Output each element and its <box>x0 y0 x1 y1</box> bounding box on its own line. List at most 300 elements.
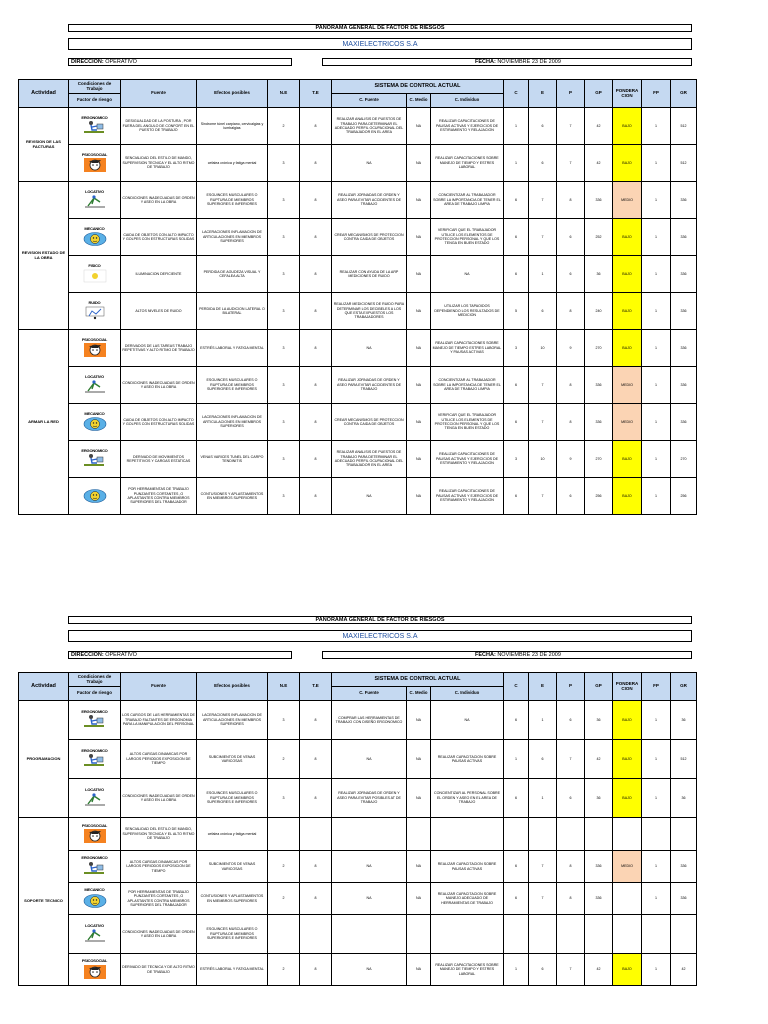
ne-cell: 2 <box>268 851 300 883</box>
fuente-cell: CONDICIONES INADECUADAS DE ORDEN Y ASEO EN LA OBRA <box>121 915 197 954</box>
control-fuente-cell: NA <box>332 145 407 182</box>
efectos-cell: LACERACIONES INFLAMACION DE ARTICULACIONES EN MIEMBROS SUPERIORES <box>197 219 268 256</box>
gp-cell: 336 <box>585 182 613 219</box>
ponderacion-cell <box>613 883 642 915</box>
table-row <box>19 108 697 145</box>
gp-cell: 270 <box>585 330 613 367</box>
te-cell <box>300 818 332 851</box>
ne-cell: 3 <box>268 256 300 293</box>
te-cell <box>300 915 332 954</box>
c-cell: 1 <box>504 145 529 182</box>
table-row <box>19 883 697 915</box>
control-individuo-cell: VERIFICAR QUE EL TRABAJADOR UTILICE LOS ELEMENTOS DE PROTECCION PERSONAL Y QUE LOS TENGA EN BUEN ESTADO <box>431 219 504 256</box>
col-c-individuo: C. Individuo <box>431 94 504 108</box>
gp-cell: 36 <box>585 701 613 740</box>
table-row <box>19 779 697 818</box>
control-fuente-cell: REALIZAR ANALISIS DE PUESTOS DE TRABAJO PARA DETERMINAR EL ADECUADO PERFIL OCUPACIONAL DEL TRABAJADOR EN EL AREA <box>332 108 407 145</box>
te-cell: 8 <box>300 883 332 915</box>
gr-cell: 512 <box>671 740 697 779</box>
col-sistema-control: SISTEMA DE CONTROL ACTUAL <box>332 80 504 94</box>
control-medio-cell: NA <box>407 883 431 915</box>
gr-cell <box>671 915 697 954</box>
efectos-cell: SUBCIMIENTOS DE VENAS VARICOSAS <box>197 851 268 883</box>
fp-cell: 1 <box>642 367 671 404</box>
e-cell: 10 <box>529 330 557 367</box>
col-ne: N.E <box>268 673 300 701</box>
ergonomic-icon <box>69 753 120 769</box>
ponderacion-cell: MEDIO <box>613 182 642 219</box>
fuente-cell: LOS CARGOS DE LAS HERRAMIENTAS DE TRABAJO FALTANTES DE ERGONOMIA PARA LA MANIPULACION DEL PERSONAL <box>121 701 197 740</box>
control-medio-cell: NA <box>407 740 431 779</box>
control-fuente-cell: REALIZAR JORNADAS DE ORDEN Y ASEO PARA EVITAR ACCIDENTES DE TRABAJO <box>332 367 407 404</box>
col-efectos: Efectos posibles <box>197 80 268 108</box>
ponderacion-cell: BAJO <box>613 330 642 367</box>
te-cell: 8 <box>300 954 332 986</box>
sheet-title: PANORAMA GENERAL DE FACTOR DE RIESGOS <box>68 24 692 32</box>
company-name: MAXIELECTRICOS S.A <box>68 38 692 50</box>
p-cell: 8 <box>557 851 585 883</box>
efectos-cell: ESTRÉS LABORAL Y FATIGA MENTAL <box>197 954 268 986</box>
control-fuente-cell: REALIZAR JORNADAS DE ORDEN Y ASEO PARA EVITAR ACCIDENTES DE TRABAJO <box>332 182 407 219</box>
e-cell <box>529 818 557 851</box>
fp-cell: 1 <box>642 293 671 330</box>
c-cell: 1 <box>504 740 529 779</box>
direccion-label: DIRECCION: <box>71 652 104 658</box>
risk-factor-cell <box>69 404 121 441</box>
e-cell: 7 <box>529 219 557 256</box>
col-gp: GP <box>585 80 613 108</box>
gr-cell: 512 <box>671 145 697 182</box>
gr-cell: 336 <box>671 367 697 404</box>
risk-factor-label: PSICOSOCIAL <box>81 958 108 964</box>
fuente-cell: CONDICIONES INADECUADAS DE ORDEN Y ASEO EN LA OBRA <box>121 367 197 404</box>
ne-cell: 3 <box>268 145 300 182</box>
fuente-cell: ALTOS NIVELES DE RUIDO <box>121 293 197 330</box>
gp-cell <box>585 818 613 851</box>
fuente-cell: POR HERRAMIENTAS DE TRABAJO PUNZANTES CORTANTES ,O APLASTANTES CONTRA MIEMBROS SUPERIORES DEL TRABAJADOR <box>121 883 197 915</box>
ne-cell: 3 <box>268 701 300 740</box>
control-fuente-cell: COMPRAR LAS HERRAMIENTAS DE TRABAJO CON DISEÑO ERGONOMICO <box>332 701 407 740</box>
c-cell <box>504 818 529 851</box>
efectos-cell: CONTUSIONES Y APLASTAMIENTOS EN MIEMBROS SUPERIORES <box>197 478 268 515</box>
control-individuo-cell: CONCIENTIZAR AL TRABAJADOR SOBRE LA IMPORTANCIA DE TENER EL AREA DE TRABAJO LIMPIA <box>431 367 504 404</box>
col-e: E <box>529 80 557 108</box>
ne-cell: 2 <box>268 954 300 986</box>
gr-cell: 256 <box>671 478 697 515</box>
efectos-cell: VENAS VARICES TUNEL DEL CARPO TENDINITIS <box>197 441 268 478</box>
fuente-cell: ILUMINACION DEFICIENTE <box>121 256 197 293</box>
ponderacion-cell: BAJO <box>613 478 642 515</box>
gr-cell: 512 <box>671 108 697 145</box>
gr-cell: 42 <box>671 954 697 986</box>
ponderacion-cell: BAJO <box>613 441 642 478</box>
risk-factor-cell <box>69 441 121 478</box>
ne-cell: 3 <box>268 441 300 478</box>
gp-cell: 36 <box>585 779 613 818</box>
efectos-cell: PERDIDA DE AGUDEZA VISUAL Y CEFALEA ALTA <box>197 256 268 293</box>
risk-factor-label: LOCATIVO <box>85 373 104 379</box>
control-fuente-cell: NA <box>332 954 407 986</box>
risk-table-1 <box>18 79 697 515</box>
control-medio-cell: NA <box>407 851 431 883</box>
fp-cell: 1 <box>642 108 671 145</box>
col-c-individuo: C. Individuo <box>431 687 504 701</box>
control-fuente-cell: CREAR MECANISMOS DE PROTECCION CONTRA CAIDA DE OBJETOS <box>332 404 407 441</box>
locative-icon <box>69 379 120 395</box>
efectos-cell: ESTRÉS LABORAL Y FATIGA MENTAL <box>197 330 268 367</box>
c-cell: 3 <box>504 330 529 367</box>
risk-factor-cell <box>69 219 121 256</box>
te-cell: 8 <box>300 404 332 441</box>
control-medio-cell: NA <box>407 108 431 145</box>
p-cell: 8 <box>557 293 585 330</box>
fuente-cell: SENCIALIDAD DEL ESTILO DE MANDO, SUPERVISION TECNICA Y EL ALTO RITMO DE TRABAJO <box>121 818 197 851</box>
risk-factor-cell <box>69 182 121 219</box>
e-cell: 10 <box>529 441 557 478</box>
p-cell: 6 <box>557 256 585 293</box>
gp-cell: 42 <box>585 108 613 145</box>
fp-cell: 1 <box>642 219 671 256</box>
risk-factor-label: ERGONOMICO <box>81 708 108 714</box>
control-fuente-cell: NA <box>332 330 407 367</box>
ponderacion-cell: BAJO <box>613 293 642 330</box>
risk-factor-cell <box>69 367 121 404</box>
ne-cell: 3 <box>268 293 300 330</box>
mechanical-icon <box>69 488 120 504</box>
p-cell: 6 <box>557 478 585 515</box>
gp-cell: 42 <box>585 145 613 182</box>
ne-cell: 3 <box>268 779 300 818</box>
fuente-cell: POR HERRAMIENTAS DE TRABAJO PUNZANTES CORTANTES ,O APLASTANTES CONTRA MIEMBROS SUPERIORES DEL TRABAJADOR <box>121 478 197 515</box>
p-cell: 6 <box>557 779 585 818</box>
e-cell: 6 <box>529 740 557 779</box>
ne-cell: 2 <box>268 108 300 145</box>
control-fuente-cell: NA <box>332 478 407 515</box>
p-cell: 8 <box>557 367 585 404</box>
col-p: P <box>557 80 585 108</box>
fuente-cell: CONDICIONES INADECUADAS DE ORDEN Y ASEO EN LA OBRA <box>121 779 197 818</box>
ponderacion-cell <box>613 915 642 954</box>
gr-cell: 336 <box>671 851 697 883</box>
fp-cell: 1 <box>642 954 671 986</box>
control-individuo-cell <box>431 915 504 954</box>
control-fuente-cell: REALIZAR CON AYUDA DE LA ARP MEDICIONES DE RUIDO <box>332 256 407 293</box>
fuente-cell: DERIVADOS DE LAS TAREAS TRABAJO REPETITIVAS Y ALTO RITMO DE TRABAJO <box>121 330 197 367</box>
risk-factor-label: LOCATIVO <box>85 786 104 792</box>
efectos-cell: LACERACIONES INFLAMACION DE ARTICULACIONES EN MIEMBROS SUPERIORES <box>197 404 268 441</box>
p-cell: 6 <box>557 701 585 740</box>
gp-cell: 36 <box>585 256 613 293</box>
risk-factor-label: ERGONOMICO <box>81 855 108 861</box>
noise-icon <box>69 305 120 321</box>
control-medio-cell: NA <box>407 330 431 367</box>
e-cell: 7 <box>529 478 557 515</box>
table-row <box>19 740 697 779</box>
fp-cell: 1 <box>642 182 671 219</box>
c-cell: 6 <box>504 404 529 441</box>
gp-cell: 336 <box>585 404 613 441</box>
fecha-value: NOVIEMBRE 23 DE 2009 <box>497 59 561 65</box>
control-medio-cell <box>407 915 431 954</box>
col-actividad: Actividad <box>19 80 69 108</box>
fp-cell <box>642 818 671 851</box>
gp-cell: 256 <box>585 478 613 515</box>
ponderacion-cell: BAJO <box>613 740 642 779</box>
fuente-cell: SENCIALIDAD DEL ESTILO DE MANDO, SUPERVISION TECNICA Y EL ALTO RITMO DE TRABAJO <box>121 145 197 182</box>
ergonomic-icon <box>69 120 120 136</box>
fuente-cell: CAIDA DE OBJETOS CON ALTO IMPACTO Y GOLPES CON ESTRUCTURAS SOLIDAS <box>121 404 197 441</box>
col-ponderacion: PONDERA CION <box>613 673 642 701</box>
col-sistema-control: SISTEMA DE CONTROL ACTUAL <box>332 673 504 687</box>
control-individuo-cell: REALIZAR CAPACITACION SOBRE PAUSAS ACTIVAS <box>431 851 504 883</box>
fp-cell <box>642 915 671 954</box>
ponderacion-cell: BAJO <box>613 219 642 256</box>
control-fuente-cell <box>332 818 407 851</box>
control-individuo-cell: REALIZAR CAPACITACIONES DE PAUSAS ACTIVAS Y EJERCICIOS DE ESTIRAMIENTO Y RELAJACION <box>431 478 504 515</box>
gp-cell: 336 <box>585 883 613 915</box>
fuente-cell: DERIVADO DE TECNICA Y DE ALTO RITMO DE TRABAJO <box>121 954 197 986</box>
ne-cell: 3 <box>268 478 300 515</box>
risk-factor-label: ERGONOMICO <box>81 747 108 753</box>
col-c: C <box>504 80 529 108</box>
fp-cell: 1 <box>642 851 671 883</box>
risk-factor-label: LOCATIVO <box>85 188 104 194</box>
fp-cell: 1 <box>642 145 671 182</box>
control-medio-cell <box>407 818 431 851</box>
fuente-cell: DERIVADO DE MOVIMIENTOS REPETITIVOS Y CARGAS ESTATICAS <box>121 441 197 478</box>
locative-icon <box>69 928 120 944</box>
ponderacion-cell <box>613 818 642 851</box>
col-ne: N.E <box>268 80 300 108</box>
activity-cell: ARMAR LA RED <box>19 330 69 515</box>
efectos-cell: cefalea crónica y fatiga mental <box>197 145 268 182</box>
col-fp: FP <box>642 80 671 108</box>
risk-table-2 <box>18 672 697 986</box>
control-fuente-cell: REALIZAR ANALISIS DE PUESTOS DE TRABAJO PARA DETERMINAR EL ADECUADO PERFIL OCUPACIONAL DEL TRABAJADOR EN EL AREA <box>332 441 407 478</box>
ergonomic-icon <box>69 453 120 469</box>
ne-cell: 3 <box>268 330 300 367</box>
e-cell: 7 <box>529 883 557 915</box>
c-cell: 5 <box>504 293 529 330</box>
te-cell: 8 <box>300 701 332 740</box>
mechanical-icon <box>69 231 120 247</box>
efectos-cell: PERDIDA DE LA AUDICION LATERAL O BILATERAL <box>197 293 268 330</box>
c-cell: 6 <box>504 219 529 256</box>
efectos-cell: SUBCIMIENTOS DE VENAS VARICOSAS <box>197 740 268 779</box>
c-cell: 6 <box>504 367 529 404</box>
c-cell: 1 <box>504 954 529 986</box>
efectos-cell: CONTUSIONES Y APLASTAMIENTOS EN MIEMBROS SUPERIORES <box>197 883 268 915</box>
ne-cell <box>268 818 300 851</box>
control-medio-cell: NA <box>407 779 431 818</box>
ne-cell: 2 <box>268 740 300 779</box>
efectos-cell: cefalea crónica y fatiga mental <box>197 818 268 851</box>
gr-cell: 336 <box>671 330 697 367</box>
risk-factor-cell <box>69 108 121 145</box>
risk-factor-cell <box>69 883 121 915</box>
col-factor: Factor de riesgo <box>69 94 121 108</box>
risk-factor-label: MECANICO <box>84 410 105 416</box>
activity-cell: SOPORTE TECNICO <box>19 818 69 986</box>
risk-factor-label: PSICOSOCIAL <box>81 822 108 828</box>
col-fp: FP <box>642 673 671 701</box>
table-row <box>19 851 697 883</box>
gp-cell: 252 <box>585 219 613 256</box>
ponderacion-cell: MEDIO <box>613 404 642 441</box>
control-individuo-cell: UTILIZAR LOS TAPAOIDOS DEPENDIENDO LOS RESULTADOS DE MEDICION <box>431 293 504 330</box>
fuente-cell: CAIDA DE OBJETOS CON ALTO IMPACTO Y GOLPES CON ESTRUCTURAS SOLIDAS <box>121 219 197 256</box>
gr-cell: 36 <box>671 779 697 818</box>
te-cell: 8 <box>300 740 332 779</box>
efectos-cell: Sindrome túnel carpiano, cervicalgias y lumbalgias <box>197 108 268 145</box>
risk-factor-label: ERGONOMICO <box>81 447 108 453</box>
p-cell: 7 <box>557 954 585 986</box>
fuente-cell: ALTOS CARGAS DINAMICAS POR LARGOS PERIODOS EXPOSICION DE TIEMPO <box>121 851 197 883</box>
ergonomic-icon <box>69 714 120 730</box>
efectos-cell: ESGUINCES MUSCULARES O RUPTURA DE MIEMBROS SUPERIORES E INFERIORES <box>197 367 268 404</box>
control-medio-cell: NA <box>407 441 431 478</box>
col-te: T.E <box>300 673 332 701</box>
gr-cell: 336 <box>671 182 697 219</box>
p-cell: 7 <box>557 108 585 145</box>
control-individuo-cell: REALIZAR CAPACITACIONES DE PAUSAS ACTIVAS Y EJERCICIOS DE ESTIRAMIENTO Y RELAJACION <box>431 441 504 478</box>
gp-cell: 240 <box>585 293 613 330</box>
sheet-title: PANORAMA GENERAL DE FACTOR DE RIESGOS <box>68 616 692 624</box>
ne-cell <box>268 915 300 954</box>
table-row <box>19 256 697 293</box>
control-medio-cell: NA <box>407 145 431 182</box>
control-medio-cell: NA <box>407 256 431 293</box>
psychosocial-icon <box>69 342 120 358</box>
gr-cell: 336 <box>671 293 697 330</box>
ponderacion-cell: BAJO <box>613 701 642 740</box>
control-individuo-cell <box>431 818 504 851</box>
p-cell: 7 <box>557 740 585 779</box>
psychosocial-icon <box>69 828 120 844</box>
control-individuo-cell: NA <box>431 701 504 740</box>
table-row <box>19 478 697 515</box>
direccion-value: OPERATIVO <box>105 652 137 658</box>
table-row <box>19 818 697 851</box>
te-cell: 8 <box>300 779 332 818</box>
risk-factor-label: MECANICO <box>84 887 105 893</box>
te-cell: 8 <box>300 256 332 293</box>
p-cell: 8 <box>557 182 585 219</box>
control-fuente-cell: CREAR MECANISMOS DE PROTECCION CONTRA CAIDA DE OBJETOS <box>332 219 407 256</box>
risk-factor-cell <box>69 818 121 851</box>
table-row <box>19 915 697 954</box>
ne-cell: 3 <box>268 367 300 404</box>
fp-cell: 1 <box>642 740 671 779</box>
te-cell: 8 <box>300 478 332 515</box>
te-cell: 8 <box>300 293 332 330</box>
fecha-value: NOVIEMBRE 23 DE 2009 <box>497 652 561 658</box>
gr-cell: 336 <box>671 883 697 915</box>
ponderacion-cell: BAJO <box>613 145 642 182</box>
risk-factor-cell <box>69 915 121 954</box>
control-medio-cell: NA <box>407 182 431 219</box>
c-cell: 6 <box>504 883 529 915</box>
physical-icon <box>69 268 120 284</box>
p-cell <box>557 818 585 851</box>
activity-cell: PROGRAMACION <box>19 701 69 818</box>
control-fuente-cell: REALIZAR MEDICIONES DE RUIDO PARA DETERMINAR LOS DECIBELES A LOS QUE ESTA EXPUESTOS LOS TRABAJADORES <box>332 293 407 330</box>
col-c: C <box>504 673 529 701</box>
control-medio-cell: NA <box>407 219 431 256</box>
table-row <box>19 219 697 256</box>
gp-cell: 42 <box>585 954 613 986</box>
mechanical-icon <box>69 416 120 432</box>
c-cell: 6 <box>504 779 529 818</box>
control-medio-cell: NA <box>407 293 431 330</box>
control-fuente-cell: REALIZAR JORNADAS DE ORDEN Y ASEO PARA EVITAR POSIBLES AT DE TRABAJO <box>332 779 407 818</box>
control-individuo-cell: REALIZAR CAPACITACIONES SOBRE MANEJO DE TIEMPO Y ESTRES LABORAL <box>431 954 504 986</box>
e-cell: 1 <box>529 779 557 818</box>
p-cell <box>557 915 585 954</box>
ponderacion-cell: MEDIO <box>613 367 642 404</box>
risk-factor-cell <box>69 779 121 818</box>
ponderacion-cell: BAJO <box>613 256 642 293</box>
gr-cell: 336 <box>671 404 697 441</box>
locative-icon <box>69 194 120 210</box>
mechanical-icon <box>69 893 120 909</box>
c-cell: 6 <box>504 182 529 219</box>
te-cell: 8 <box>300 851 332 883</box>
control-individuo-cell: REALIZAR CAPACITACIONES DE PAUSAS ACTIVAS Y EJERCICIOS DE ESTIRAMIENTO Y RELAJACION <box>431 108 504 145</box>
control-individuo-cell: NA <box>431 256 504 293</box>
control-medio-cell: NA <box>407 478 431 515</box>
e-cell: 6 <box>529 145 557 182</box>
fp-cell: 1 <box>642 701 671 740</box>
table-row <box>19 293 697 330</box>
table-row <box>19 701 697 740</box>
e-cell: 6 <box>529 293 557 330</box>
efectos-cell: ESGUINCES MUSCULARES O RUPTURA DE MIEMBROS SUPERIORES E INFERIORES <box>197 779 268 818</box>
direccion-field <box>68 58 292 66</box>
col-e: E <box>529 673 557 701</box>
c-cell: 1 <box>504 108 529 145</box>
col-c-medio: C. Medio <box>407 94 431 108</box>
fp-cell: 1 <box>642 478 671 515</box>
e-cell: 7 <box>529 182 557 219</box>
ne-cell: 3 <box>268 404 300 441</box>
col-c-fuente: C. Fuente <box>332 687 407 701</box>
risk-factor-label: ERGONOMICO <box>81 114 108 120</box>
risk-factor-label: RUIDO <box>88 299 101 305</box>
table-row <box>19 330 697 367</box>
fecha-field <box>322 651 692 659</box>
col-condiciones: Condiciones de Trabajo <box>69 673 121 687</box>
p-cell: 8 <box>557 404 585 441</box>
control-fuente-cell <box>332 915 407 954</box>
control-fuente-cell: NA <box>332 740 407 779</box>
control-individuo-cell: REALIZAR CAPACITACION SOBRE PAUSAS ACTIVAS <box>431 740 504 779</box>
gr-cell: 36 <box>671 701 697 740</box>
e-cell: 7 <box>529 367 557 404</box>
e-cell: 6 <box>529 954 557 986</box>
ne-cell: 2 <box>268 883 300 915</box>
c-cell: 3 <box>504 441 529 478</box>
gp-cell <box>585 915 613 954</box>
ponderacion-cell: MEDIO <box>613 851 642 883</box>
direccion-field <box>68 651 292 659</box>
fp-cell: 1 <box>642 883 671 915</box>
te-cell: 8 <box>300 441 332 478</box>
table-row <box>19 367 697 404</box>
c-cell <box>504 915 529 954</box>
ergonomic-icon <box>69 861 120 877</box>
control-fuente-cell: NA <box>332 883 407 915</box>
